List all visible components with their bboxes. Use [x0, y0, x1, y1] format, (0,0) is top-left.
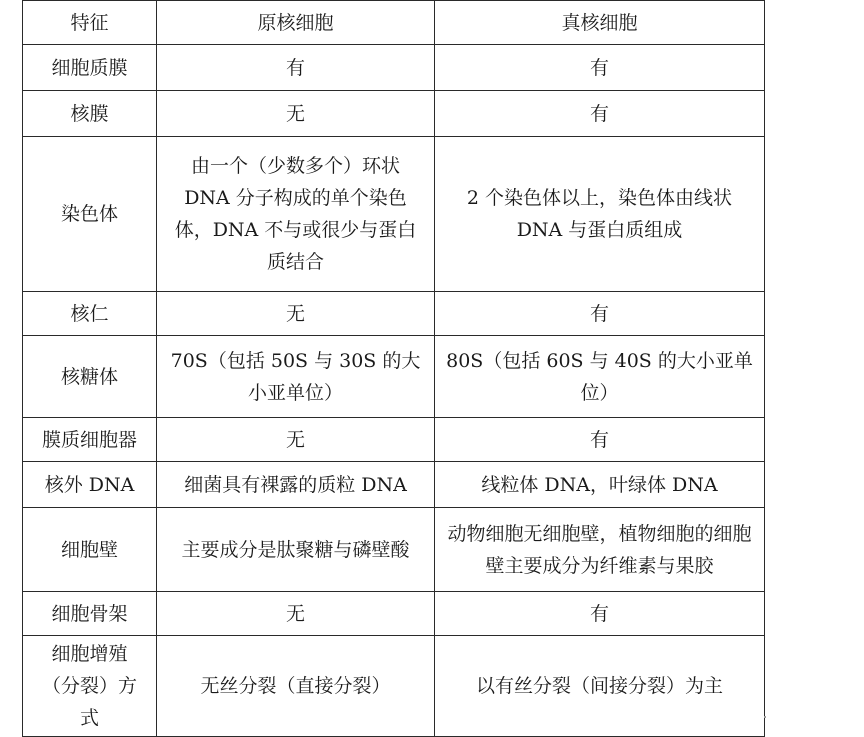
- eukaryote-cell: 以有丝分裂（间接分裂）为主: [435, 636, 765, 737]
- prokaryote-cell: 主要成分是肽聚糖与磷壁酸: [157, 508, 435, 592]
- eukaryote-cell: 有: [435, 91, 765, 137]
- feature-cell: 核膜: [23, 91, 157, 137]
- feature-cell: 核外 DNA: [23, 462, 157, 508]
- table-row: [23, 91, 765, 137]
- comparison-table: [22, 0, 765, 737]
- prokaryote-cell: 细菌具有裸露的质粒 DNA: [157, 462, 435, 508]
- table-header-row: [23, 1, 765, 45]
- eukaryote-cell: 有: [435, 418, 765, 462]
- table-row: [23, 137, 765, 292]
- eukaryote-cell: 有: [435, 45, 765, 91]
- corner-mark: [764, 716, 766, 718]
- eukaryote-cell: 线粒体 DNA，叶绿体 DNA: [435, 462, 765, 508]
- eukaryote-cell: 有: [435, 592, 765, 636]
- feature-cell: 细胞壁: [23, 508, 157, 592]
- feature-cell: 核糖体: [23, 336, 157, 418]
- feature-cell: 核仁: [23, 292, 157, 336]
- eukaryote-cell: 80S（包括 60S 与 40S 的大小亚单位）: [435, 336, 765, 418]
- table-row: [23, 508, 765, 592]
- header-cell-prokaryote: 原核细胞: [157, 1, 435, 45]
- eukaryote-cell: 有: [435, 292, 765, 336]
- table-row: [23, 462, 765, 508]
- eukaryote-cell: 2 个染色体以上，染色体由线状DNA 与蛋白质组成: [435, 137, 765, 292]
- feature-cell: 膜质细胞器: [23, 418, 157, 462]
- prokaryote-cell: 有: [157, 45, 435, 91]
- prokaryote-cell: 无: [157, 91, 435, 137]
- prokaryote-cell: 无: [157, 292, 435, 336]
- prokaryote-cell: 无: [157, 418, 435, 462]
- feature-cell: 细胞增殖（分裂）方式: [23, 636, 157, 737]
- prokaryote-cell: 70S（包括 50S 与 30S 的大小亚单位）: [157, 336, 435, 418]
- prokaryote-cell: 由一个（少数多个）环状DNA 分子构成的单个染色体，DNA 不与或很少与蛋白质结合: [157, 137, 435, 292]
- eukaryote-cell: 动物细胞无细胞壁，植物细胞的细胞壁主要成分为纤维素与果胶: [435, 508, 765, 592]
- feature-cell: 细胞质膜: [23, 45, 157, 91]
- table-row: [23, 592, 765, 636]
- header-cell-eukaryote: 真核细胞: [435, 1, 765, 45]
- table-row: [23, 292, 765, 336]
- table-row: [23, 336, 765, 418]
- table-row: [23, 636, 765, 737]
- feature-cell: 染色体: [23, 137, 157, 292]
- feature-cell: 细胞骨架: [23, 592, 157, 636]
- header-cell-feature: 特征: [23, 1, 157, 45]
- prokaryote-cell: 无丝分裂（直接分裂）: [157, 636, 435, 737]
- prokaryote-cell: 无: [157, 592, 435, 636]
- table-row: [23, 45, 765, 91]
- table-row: [23, 418, 765, 462]
